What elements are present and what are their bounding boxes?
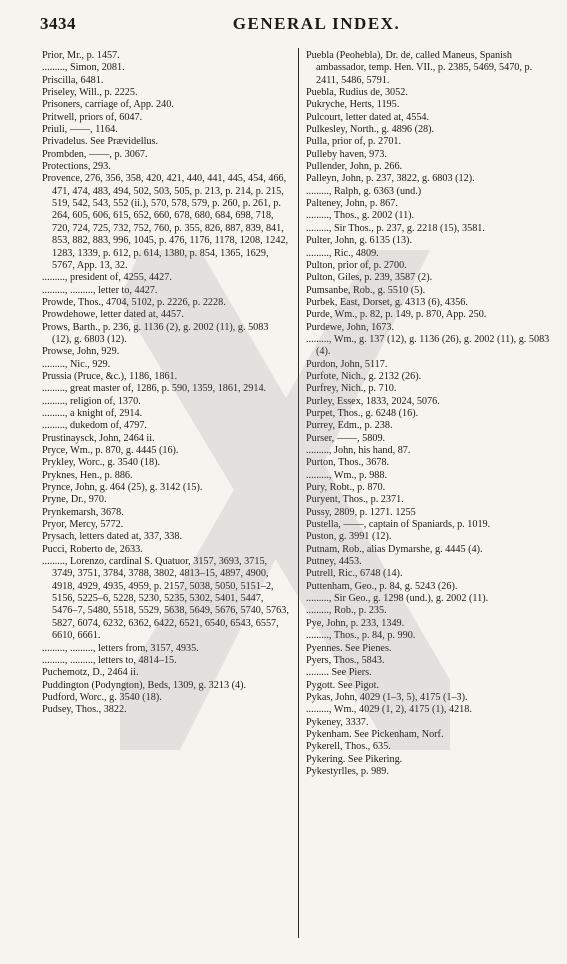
index-entry: ........., Simon, 2081.	[42, 62, 125, 74]
index-entry: Palleyn, John, p. 237, 3822, g. 6803 (12).	[306, 173, 475, 185]
index-entry: Priseley, Will., p. 2225.	[42, 87, 138, 99]
index-entry: ........., president of, 4255, 4427.	[42, 272, 172, 284]
index-entry: Pury, Robt., p. 870.	[306, 482, 386, 494]
index-entry: Pulla, prior of, p. 2701.	[306, 136, 402, 148]
index-entry: ........., Lorenzo, cardinal S. Quatuor, 3157, 3693, 3715, 3749, 3751, 3784, 3788, 3802, 4813–15, 4897, 4900, 4918, 4929, 4935, 4959, p. 2157, 5038, 5050, 5151–2, 5156, 5225–6, 5228, 5230, 5235, 5302, 5401, 5447, 5476–7, 5480, 5518, 5529, 5638, 5649, 5676, 5740, 5763, 5827, 6074, 6232, 6362, 6422, 6521, 6540, 6543, 6557, 6610, 6661.	[42, 556, 289, 642]
left-column	[42, 50, 290, 950]
index-entry: Palteney, John, p. 867.	[306, 198, 398, 210]
index-entry: Puebla, Rudius de, 3052.	[306, 87, 408, 99]
index-entry: Pryne, Dr., 970.	[42, 494, 107, 506]
index-entry: ........., Nic., 929.	[42, 358, 111, 370]
index-entry: Pulton, Giles, p. 239, 3587 (2).	[306, 272, 433, 284]
index-entry: Protections, 293.	[42, 161, 111, 173]
index-entry: Prustinaysck, John, 2464 ii.	[42, 432, 155, 444]
index-entry: Puchemotz, D., 2464 ii.	[42, 667, 139, 679]
index-entry: Puddington (Podyngton), Beds, 1309, g. 3213 (4).	[42, 679, 247, 691]
index-entry: Pudsey, Thos., 3822.	[42, 704, 127, 716]
index-entry: Privadelus. See Prævidellus.	[42, 136, 159, 148]
index-entry: Prows, Barth., p. 236, g. 1136 (2), g. 2002 (11), g. 5083 (12), g. 6803 (12).	[42, 321, 269, 345]
index-entry: Pulleby haven, 973.	[306, 148, 387, 160]
index-entry: Provence, 276, 356, 358, 420, 421, 440, 441, 445, 454, 466, 471, 474, 483, 494, 502, 503, 505, p. 213, p. 214, p. 215, 519, 542, 543, 552 (ii.), 570, 578, 579, p. 260, p. 261, p. 264, 605, 606, 615, 652, 660, 678, 680, 684, 698, 718, 720, 724, 725, 732, 752, 760, p. 355, 826, 887, 839, 841, 853, 882, 883, 996, 1045, p. 476, 1176, 1178, 1208, 1242, 1283, 1339, p. 612, p. 614, 1380, p. 854, 1365, 1629, 5767, App. 13, 32.	[42, 173, 289, 271]
index-entry: Prombden, ——, p. 3067.	[42, 148, 148, 160]
index-entry: Purpet, Thos., g. 6248 (16).	[306, 407, 419, 419]
index-entry: Prynce, John, g. 464 (25), g. 3142 (15).	[42, 482, 203, 494]
index-entry: ........., Sir Geo., g. 1298 (und.), g. 2002 (11).	[306, 593, 489, 605]
index-entry: Pykestyrlles, p. 989.	[306, 765, 389, 777]
index-entry: Pykerell, Thos., 635.	[306, 741, 391, 753]
index-entry: Puttenham, Geo., p. 84, g. 5243 (26).	[306, 580, 458, 592]
index-entry: ........., Ric., 4809.	[306, 247, 379, 259]
index-entry: Purdewe, John, 1673.	[306, 321, 395, 333]
index-entry: Puebla (Peohebla), Dr. de, called Maneus, Spanish ambassador, temp. Hen. VII., p. 2385, 5469, 5470, p. 2411, 5486, 5791.	[306, 50, 533, 86]
index-entry: Prowdehowe, letter dated at, 4457.	[42, 309, 184, 321]
index-entry: Puryent, Thos., p. 2371.	[306, 494, 404, 506]
index-entry: ........., great master of, 1286, p. 590, 1359, 1861, 2914.	[42, 383, 267, 395]
index-entry: Purley, Essex, 1833, 2024, 5076.	[306, 395, 440, 407]
index-entry: Pryor, Mercy, 5772.	[42, 519, 124, 531]
index-entry: Priuli, ——, 1164.	[42, 124, 118, 136]
index-entry: ........., Thos., g. 2002 (11).	[306, 210, 415, 222]
page-number: 3434	[40, 14, 76, 33]
index-entry: Putnam, Rob., alias Dymarshe, g. 4445 (4).	[306, 543, 483, 555]
index-entry: Pudford, Worc., g. 3540 (18).	[42, 691, 162, 703]
index-entry: Prussia (Pruce, &c.), 1186, 1861.	[42, 370, 178, 382]
index-entry: Puston, g. 3991 (12).	[306, 531, 392, 543]
index-entry: Pygott. See Pigot.	[306, 679, 380, 691]
index-entry: Pykeney, 3337.	[306, 716, 369, 728]
index-entry: Pykenham. See Pickenham, Norf.	[306, 728, 444, 740]
index-entry: Pyennes. See Pienes.	[306, 642, 392, 654]
index-entry: Prynkemarsh, 3678.	[42, 506, 124, 518]
index-entry: Pryknes, Hen., p. 886.	[42, 469, 133, 481]
index-entry: Pykering. See Pikering.	[306, 753, 403, 765]
index-entry: Pulcourt, letter dated at, 4554.	[306, 111, 430, 123]
running-head: GENERAL INDEX.	[232, 14, 401, 33]
index-entry: Pucci, Roberto de, 2633.	[42, 543, 143, 555]
index-entry: ........., ........., letters from, 3157, 4935.	[42, 642, 199, 654]
index-entry: Putrell, Ric., 6748 (14).	[306, 568, 403, 580]
index-entry: Prowse, John, 929.	[42, 346, 120, 358]
index-entry: Pumsanbe, Rob., g. 5510 (5).	[306, 284, 426, 296]
index-entry: ........., Rob., p. 235.	[306, 605, 387, 617]
index-entry: Purdon, John, 5117.	[306, 358, 388, 370]
index-entry: Pykas, John, 4029 (1–3, 5), 4175 (1–3).	[306, 691, 468, 703]
index-entry: Purfrey, Nich., p. 710.	[306, 383, 397, 395]
index-entry: Prysach, letters dated at, 337, 338.	[42, 531, 183, 543]
index-entry: ........., ........., letters to, 4814–15.	[42, 654, 177, 666]
index-entry: Pustella, ——, captain of Spaniards, p. 1019.	[306, 519, 491, 531]
index-entry: Pulton, prior of, p. 2700.	[306, 259, 407, 271]
index-entry: ........., ........., letter to, 4427.	[42, 284, 158, 296]
index-entry: Priscilla, 6481.	[42, 74, 104, 86]
index-entry: ........., John, his hand, 87.	[306, 445, 411, 456]
index-entry: Purton, Thos., 3678.	[306, 457, 390, 469]
index-entry: ........., Sir Thos., p. 237, g. 2218 (15), 3581.	[306, 222, 485, 234]
index-entry: ........., a knight of, 2914.	[42, 407, 143, 419]
index-entry: Pritwell, priors of, 6047.	[42, 111, 143, 123]
index-entry: Prykley, Worc., g. 3540 (18).	[42, 457, 161, 469]
index-entry: ........., Wm., g. 137 (12), g. 1136 (26), g. 2002 (11), g. 5083 (4).	[306, 333, 550, 358]
page-header	[40, 10, 553, 36]
index-entry: Prisoners, carriage of, App. 240.	[42, 99, 174, 111]
index-entry: Prowde, Thos., 4704, 5102, p. 2226, p. 2228.	[42, 296, 226, 308]
index-entry: Purrey, Edm., p. 238.	[306, 420, 393, 432]
index-entry: Pulkesley, North., g. 4896 (28).	[306, 124, 435, 136]
index-entry: Purser, ——, 5809.	[306, 432, 386, 444]
index-entry: Pullender, John, p. 266.	[306, 161, 403, 173]
index-entry: Putney, 4453.	[306, 556, 362, 568]
index-entry: Pye, John, p. 233, 1349.	[306, 617, 405, 629]
index-entry: Purde, Wm., p. 82, p. 149, p. 870, App. 250.	[306, 309, 487, 321]
index-entry: ........., Wm., 4029 (1, 2), 4175 (1), 4218.	[306, 704, 472, 716]
index-entry: ........., Ralph, g. 6363 (und.)	[306, 185, 422, 197]
index-entry: ........., dukedom of, 4797.	[42, 420, 147, 432]
index-entry: ........., religion of, 1370.	[42, 395, 141, 407]
index-entry: Purfote, Nich., g. 2132 (26).	[306, 370, 422, 382]
index-entry: ........., Wm., p. 988.	[306, 469, 388, 481]
index-entry: ........., Thos., p. 84, p. 990.	[306, 630, 416, 642]
index-entry: Pukryche, Herts, 1195.	[306, 99, 400, 111]
index-entry: ......... See Piers.	[306, 667, 372, 679]
index-entry: Pyers, Thos., 5843.	[306, 654, 385, 666]
index-entry: Purbek, East, Dorset, g. 4313 (6), 4356.	[306, 296, 468, 308]
index-entry: Pryce, Wm., p. 870, g. 4445 (16).	[42, 445, 179, 456]
right-column	[306, 50, 556, 950]
column-divider	[298, 48, 299, 938]
index-entry: Pussy, 2809, p. 1271. 1255	[306, 506, 416, 518]
index-entry: Pulter, John, g. 6135 (13).	[306, 235, 412, 247]
index-entry: Prior, Mr., p. 1457.	[42, 50, 120, 61]
